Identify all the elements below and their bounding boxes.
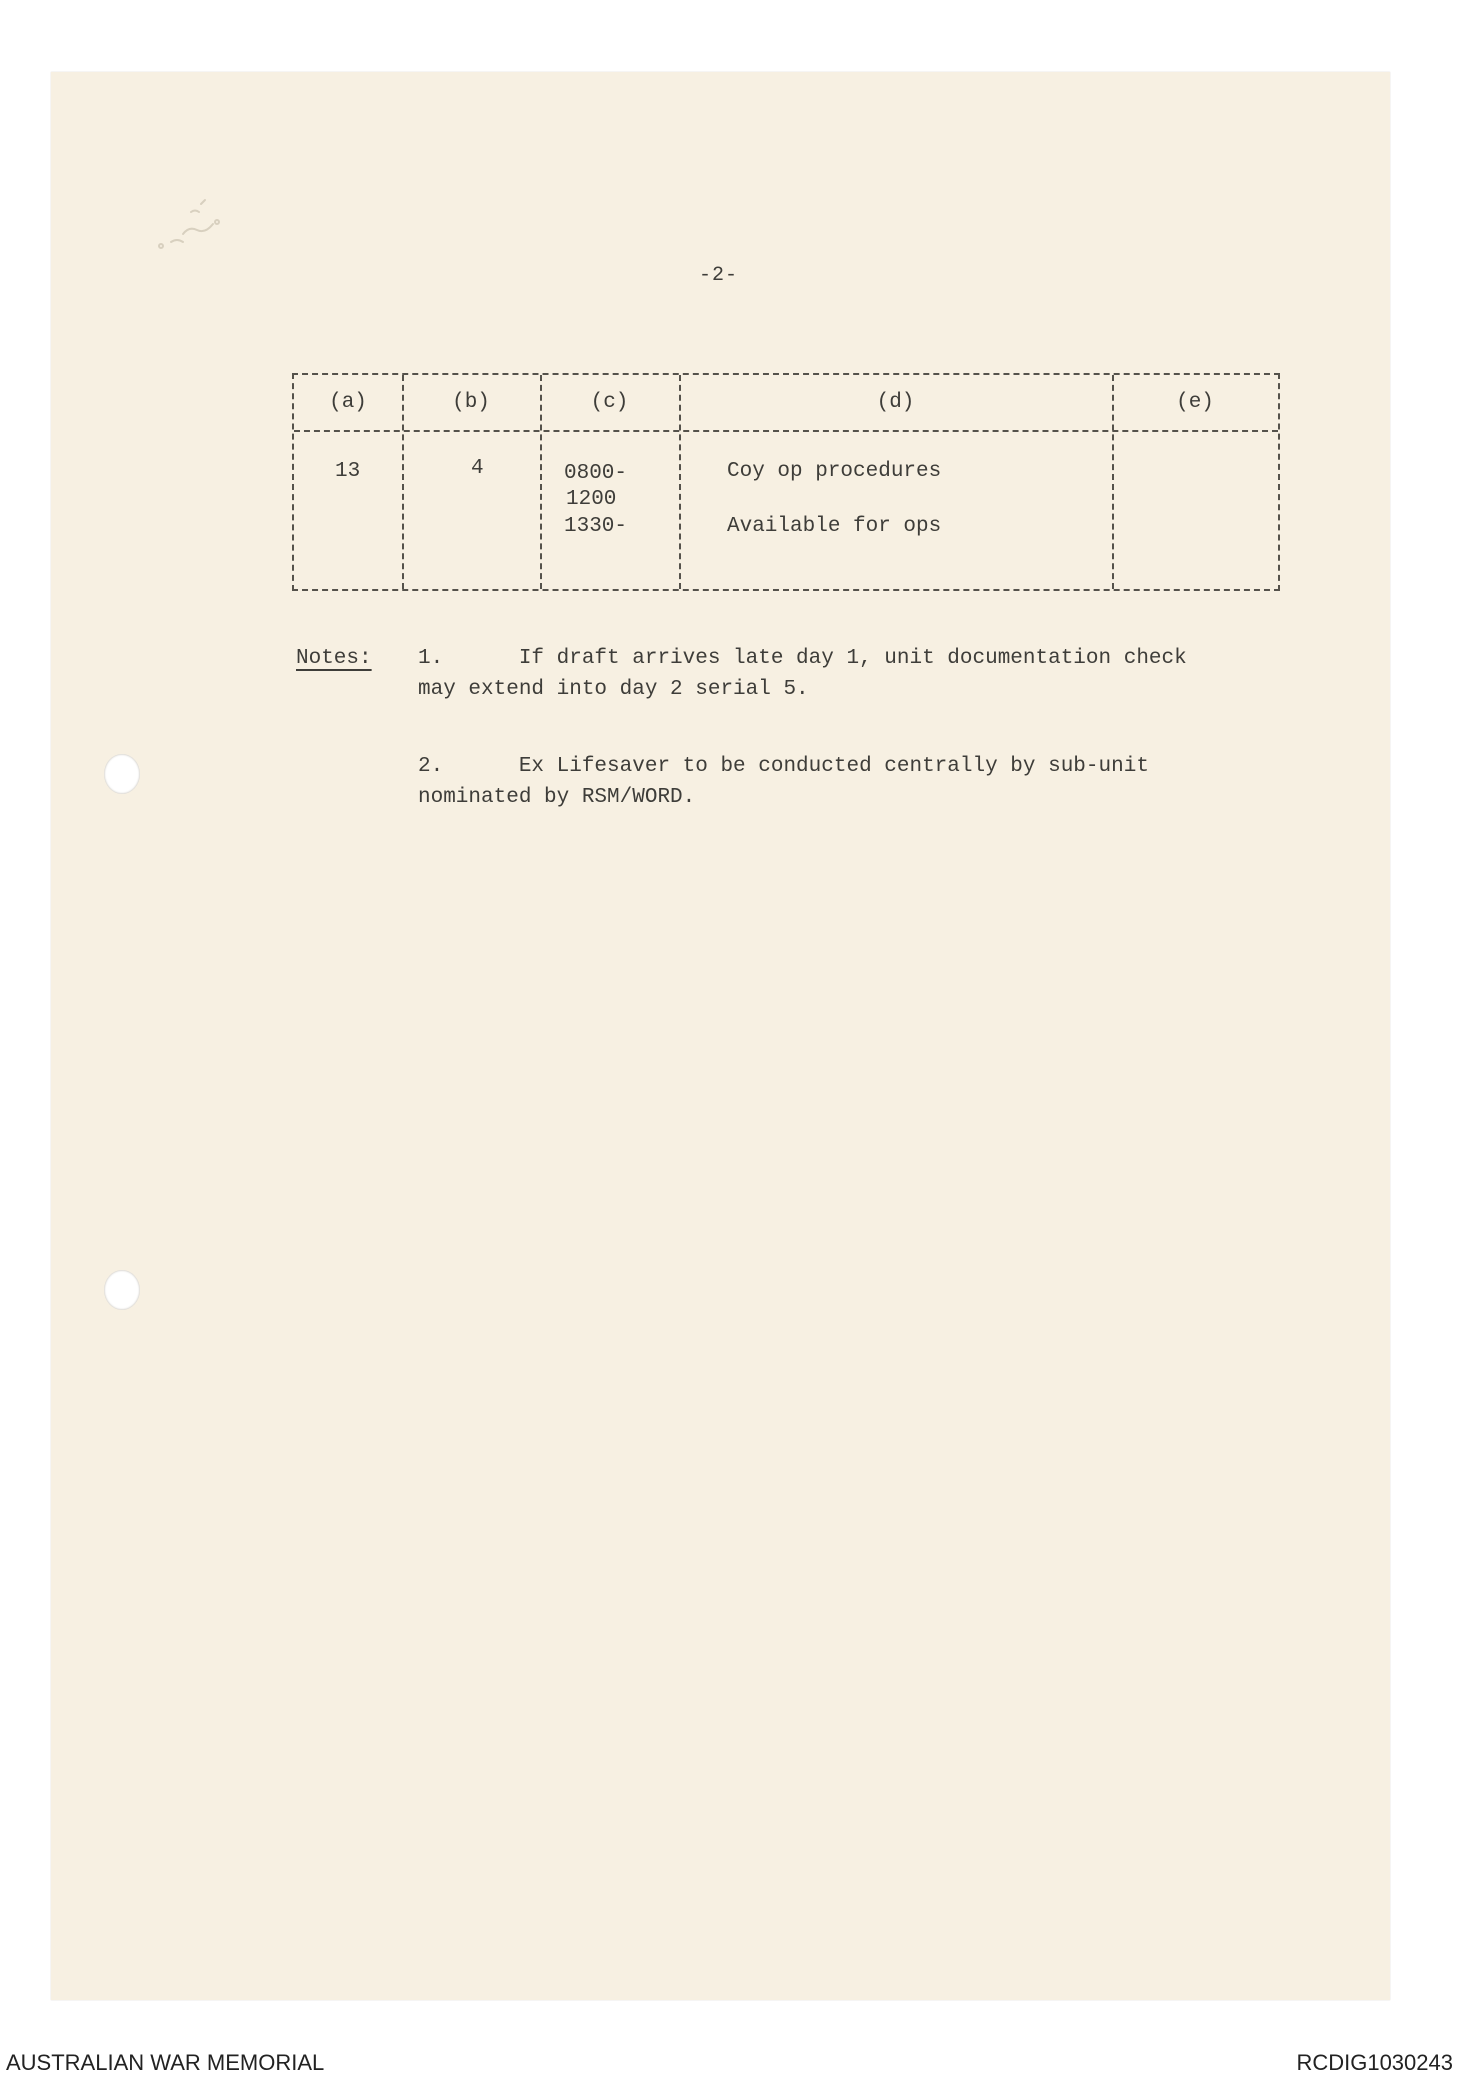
table-header-divider bbox=[294, 430, 1278, 432]
footer-archive-name: AUSTRALIAN WAR MEMORIAL bbox=[6, 2050, 325, 2075]
table-header-c: (c) bbox=[590, 391, 629, 414]
footer-item-id: RCDIG1030243 bbox=[1296, 2050, 1453, 2075]
table-cell-a: 13 bbox=[335, 460, 361, 483]
table-cell-c-line-3: 1330- bbox=[564, 515, 628, 538]
notes-label: Notes: bbox=[296, 647, 372, 670]
note-2: 2. Ex Lifesaver to be conducted centrally by sub-unit nominated by RSM/WORD. bbox=[418, 755, 1149, 809]
page-number: -2- bbox=[699, 264, 739, 287]
embossed-mark bbox=[121, 182, 241, 262]
table-cell-d-line-2: Available for ops bbox=[727, 515, 942, 538]
table-header-b: (b) bbox=[452, 391, 490, 414]
schedule-table bbox=[292, 373, 1280, 591]
note-1: 1. If draft arrives late day 1, unit documentation check may extend into day 2 serial 5. bbox=[418, 647, 1187, 701]
punch-hole-upper bbox=[104, 754, 140, 794]
table-header-a: (a) bbox=[329, 391, 367, 414]
table-header-e: (e) bbox=[1176, 391, 1214, 414]
table-header-d: (d) bbox=[876, 391, 915, 414]
table-cell-c-line-1: 0800- bbox=[564, 462, 628, 485]
table-cell-d-line-1: Coy op procedures bbox=[727, 460, 942, 483]
punch-hole-lower bbox=[104, 1270, 140, 1310]
table-cell-c-line-2: 1200 bbox=[566, 488, 617, 511]
document-page bbox=[51, 72, 1390, 2000]
table-cell-b: 4 bbox=[471, 457, 484, 480]
